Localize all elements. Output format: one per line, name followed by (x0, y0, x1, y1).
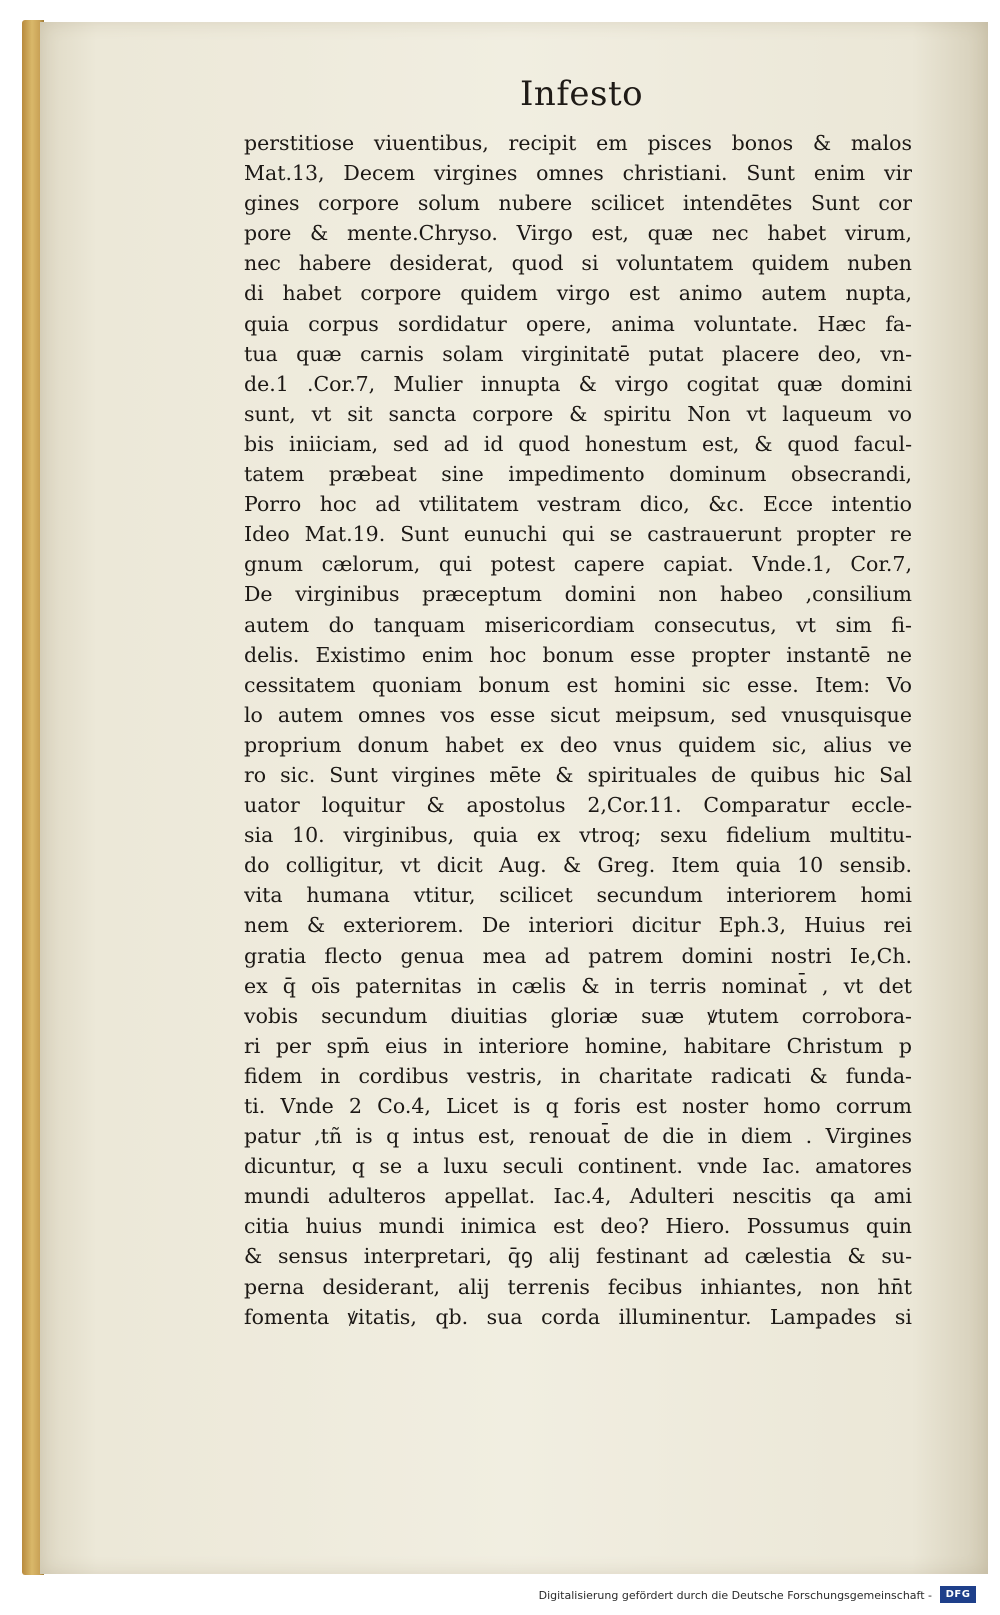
text-line: lo autem omnes vos esse sicut meipsum, sed vnusquisque (244, 702, 912, 727)
text-line: gines corpore solum nubere scilicet intendētes Sunt cor (244, 191, 912, 216)
text-line: de.1 .Cor.7, Mulier innupta & virgo cogitat quæ domini (244, 371, 912, 396)
text-line: vita humana vtitur, scilicet secundum interiorem homi (244, 883, 912, 908)
text-line: perna desiderant, alij terrenis fecibus inhiantes, non hn̄t (244, 1274, 912, 1299)
text-line: di habet corpore quidem virgo est animo autem nupta, (244, 281, 912, 306)
text-line: gnum cælorum, qui potest capere capiat. Vnde.1, Cor.7, (244, 552, 912, 577)
text-line: ri per spm̄ eius in interiore homine, habitare Christum p (244, 1033, 912, 1058)
text-line: quia corpus sordidatur opere, anima voluntate. Hæc fa- (244, 311, 912, 336)
text-line: De virginibus præceptum domini non habeo ,consilium (244, 582, 912, 607)
text-line: nem & exteriorem. De interiori dicitur Eph.3, Huius rei (244, 913, 912, 938)
text-line: proprium donum habet ex deo vnus quidem sic, alius ve (244, 732, 912, 757)
text-line: fomenta ꝟitatis, qb. sua corda illuminentur. Lampades si (244, 1304, 912, 1329)
text-line: Mat.13, Decem virgines omnes christiani. Sunt enim vir (244, 161, 912, 186)
text-line: Porro hoc ad vtilitatem vestram dico, &c. Ecce intentio (244, 492, 912, 517)
text-line: citia huius mundi inimica est deo? Hiero. Possumus quin (244, 1214, 912, 1239)
text-line: gratia flecto genua mea ad patrem domini nostri Ie,Ch. (244, 943, 912, 968)
text-line: sunt, vt sit sancta corpore & spiritu Non vt laqueum vo (244, 401, 912, 426)
text-line: mundi adulteros appellat. Iac.4, Adulteri nescitis qa ami (244, 1184, 912, 1209)
text-line: tua quæ carnis solam virginitatē putat placere deo, vn- (244, 341, 912, 366)
text-line: Ideo Mat.19. Sunt eunuchi qui se castrauerunt propter re (244, 522, 912, 547)
text-line: sia 10. virginibus, quia ex vtroq; sexu fidelium multitu- (244, 823, 912, 848)
running-head: Infesto (520, 74, 644, 114)
dfg-logo: DFG (940, 1586, 976, 1603)
text-line: nec habere desiderat, quod si voluntatem quidem nuben (244, 251, 912, 276)
text-line: uator loquitur & apostolus 2,Cor.11. Comparatur eccle- (244, 793, 912, 818)
text-line: cessitatem quoniam bonum est homini sic esse. Item: Vo (244, 672, 912, 697)
text-line: do colligitur, vt dicit Aug. & Greg. Item quia 10 sensib. (244, 853, 912, 878)
text-line: ex q̄ oīs paternitas in cælis & in terris nominat̄ , vt det (244, 973, 912, 998)
text-line: dicuntur, q se a luxu seculi continent. vnde Iac. amatores (244, 1154, 912, 1179)
text-line: perstitiose viuentibus, recipit em pisces bonos & malos (244, 131, 912, 155)
text-line: bis iniiciam, sed ad id quod honestum est, & quod facul- (244, 431, 912, 456)
text-line: & sensus interpretari, q̄ꝯ alij festinant ad cælestia & su- (244, 1244, 912, 1269)
text-line: fidem in cordibus vestris, in charitate radicati & funda- (244, 1063, 912, 1088)
text-line: ti. Vnde 2 Co.4, Licet is q foris est noster homo corrum (244, 1094, 912, 1118)
text-line: autem do tanquam misericordiam consecutus, vt sim fi- (244, 612, 912, 637)
text-line: pore & mente.Chryso. Virgo est, quæ nec habet virum, (244, 221, 912, 246)
text-line: patur ,tñ is q intus est, renouat̄ de die in diem . Virgines (244, 1124, 912, 1149)
text-line: ro sic. Sunt virgines mēte & spirituales de quibus hic Sal (244, 762, 912, 787)
digitization-credit: Digitalisierung gefördert durch die Deutsche Forschungsgemeinschaft - (538, 1589, 932, 1602)
text-line: delis. Existimo enim hoc bonum esse propter instantē ne (244, 642, 912, 667)
text-line: vobis secundum diuitias gloriæ suæ ꝟtutem corrobora- (244, 1003, 912, 1028)
text-line: tatem præbeat sine impedimento dominum obsecrandi, (244, 462, 912, 487)
body-text (244, 128, 912, 1332)
